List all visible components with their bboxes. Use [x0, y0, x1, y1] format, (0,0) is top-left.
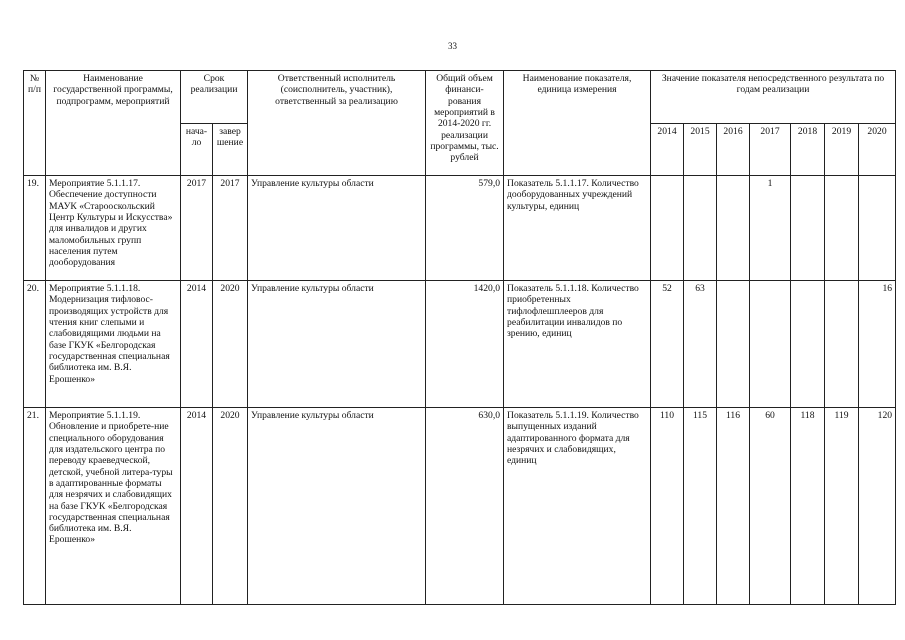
header-year: 2018 — [791, 124, 825, 176]
row-value — [825, 281, 859, 408]
header-executor: Ответственный исполнитель (соисполнитель, участник), ответственный за реализацию — [248, 71, 426, 176]
row-value — [651, 176, 684, 281]
row-value — [717, 176, 750, 281]
row-value: 120 — [859, 408, 896, 605]
row-indicator: Показатель 5.1.1.17. Количество дооборудованных учреждений культуры, единиц — [504, 176, 651, 281]
row-executor: Управление культуры области — [248, 408, 426, 605]
row-num: 19. — [24, 176, 46, 281]
row-name: Мероприятие 5.1.1.18. Модернизация тифловос-производящих устройств для чтения книг слепыми и слабовидящими людьми на базе ГКУК «Белгородская государственная специальная библиотека им. В.Я. Ерошенко» — [46, 281, 181, 408]
header-indicator: Наименование показателя, единица измерения — [504, 71, 651, 176]
row-value — [684, 176, 717, 281]
header-finance: Общий объем финанси-рования мероприятий в 2014-2020 гг. реализации программы, тыс. рублей — [426, 71, 504, 176]
row-value: 1 — [750, 176, 791, 281]
row-value: 115 — [684, 408, 717, 605]
header-name: Наименование государственной программы, подпрограмм, мероприятий — [46, 71, 181, 176]
header-values-title: Значение показателя непосредственного результата по годам реализации — [651, 71, 896, 124]
header-year: 2015 — [684, 124, 717, 176]
header-year: 2019 — [825, 124, 859, 176]
row-end: 2020 — [213, 408, 248, 605]
header-num: № п/п — [24, 71, 46, 176]
row-indicator: Показатель 5.1.1.19. Количество выпущенных изданий адаптированного формата для незрячих и слабовидящих, единиц — [504, 408, 651, 605]
row-value — [791, 176, 825, 281]
row-value — [750, 281, 791, 408]
row-name: Мероприятие 5.1.1.17. Обеспечение доступности МАУК «Старооскольский Центр Культуры и Искусства» для инвалидов и других маломобильных групп населения путем дооборудования — [46, 176, 181, 281]
row-num: 20. — [24, 281, 46, 408]
row-executor: Управление культуры области — [248, 176, 426, 281]
row-indicator: Показатель 5.1.1.18. Количество приобретенных тифлофлешплееров для реабилитации инвалидов по зрению, единиц — [504, 281, 651, 408]
row-value — [791, 281, 825, 408]
header-year: 2017 — [750, 124, 791, 176]
row-start: 2017 — [181, 176, 213, 281]
header-term: Срок реализации — [181, 71, 248, 124]
row-executor: Управление культуры области — [248, 281, 426, 408]
page-number: 33 — [448, 41, 457, 51]
header-year: 2020 — [859, 124, 896, 176]
header-year: 2016 — [717, 124, 750, 176]
row-start: 2014 — [181, 281, 213, 408]
row-start: 2014 — [181, 408, 213, 605]
row-value: 52 — [651, 281, 684, 408]
row-finance: 1420,0 — [426, 281, 504, 408]
row-value — [859, 176, 896, 281]
table-row — [24, 176, 896, 281]
program-table — [23, 70, 896, 605]
row-value: 116 — [717, 408, 750, 605]
table-row — [24, 408, 896, 605]
row-value — [717, 281, 750, 408]
row-num: 21. — [24, 408, 46, 605]
row-finance: 579,0 — [426, 176, 504, 281]
row-finance: 630,0 — [426, 408, 504, 605]
header-year: 2014 — [651, 124, 684, 176]
row-end: 2020 — [213, 281, 248, 408]
row-value — [825, 176, 859, 281]
table-row — [24, 281, 896, 408]
header-term-end: завер шение — [213, 124, 248, 176]
row-value: 60 — [750, 408, 791, 605]
row-value: 63 — [684, 281, 717, 408]
row-value: 119 — [825, 408, 859, 605]
header-term-start: нача-ло — [181, 124, 213, 176]
row-end: 2017 — [213, 176, 248, 281]
row-value: 110 — [651, 408, 684, 605]
row-value: 118 — [791, 408, 825, 605]
row-value: 16 — [859, 281, 896, 408]
row-name: Мероприятие 5.1.1.19. Обновление и приобрете-ние специального оборудования для издательского центра по переводу краеведческой, детской, учебной литера-туры в адаптированные форматы для незрячих и слабовидящих на базе ГКУК «Белгородская государственная специальная библиотека им. В.Я. Ерошенко» — [46, 408, 181, 605]
